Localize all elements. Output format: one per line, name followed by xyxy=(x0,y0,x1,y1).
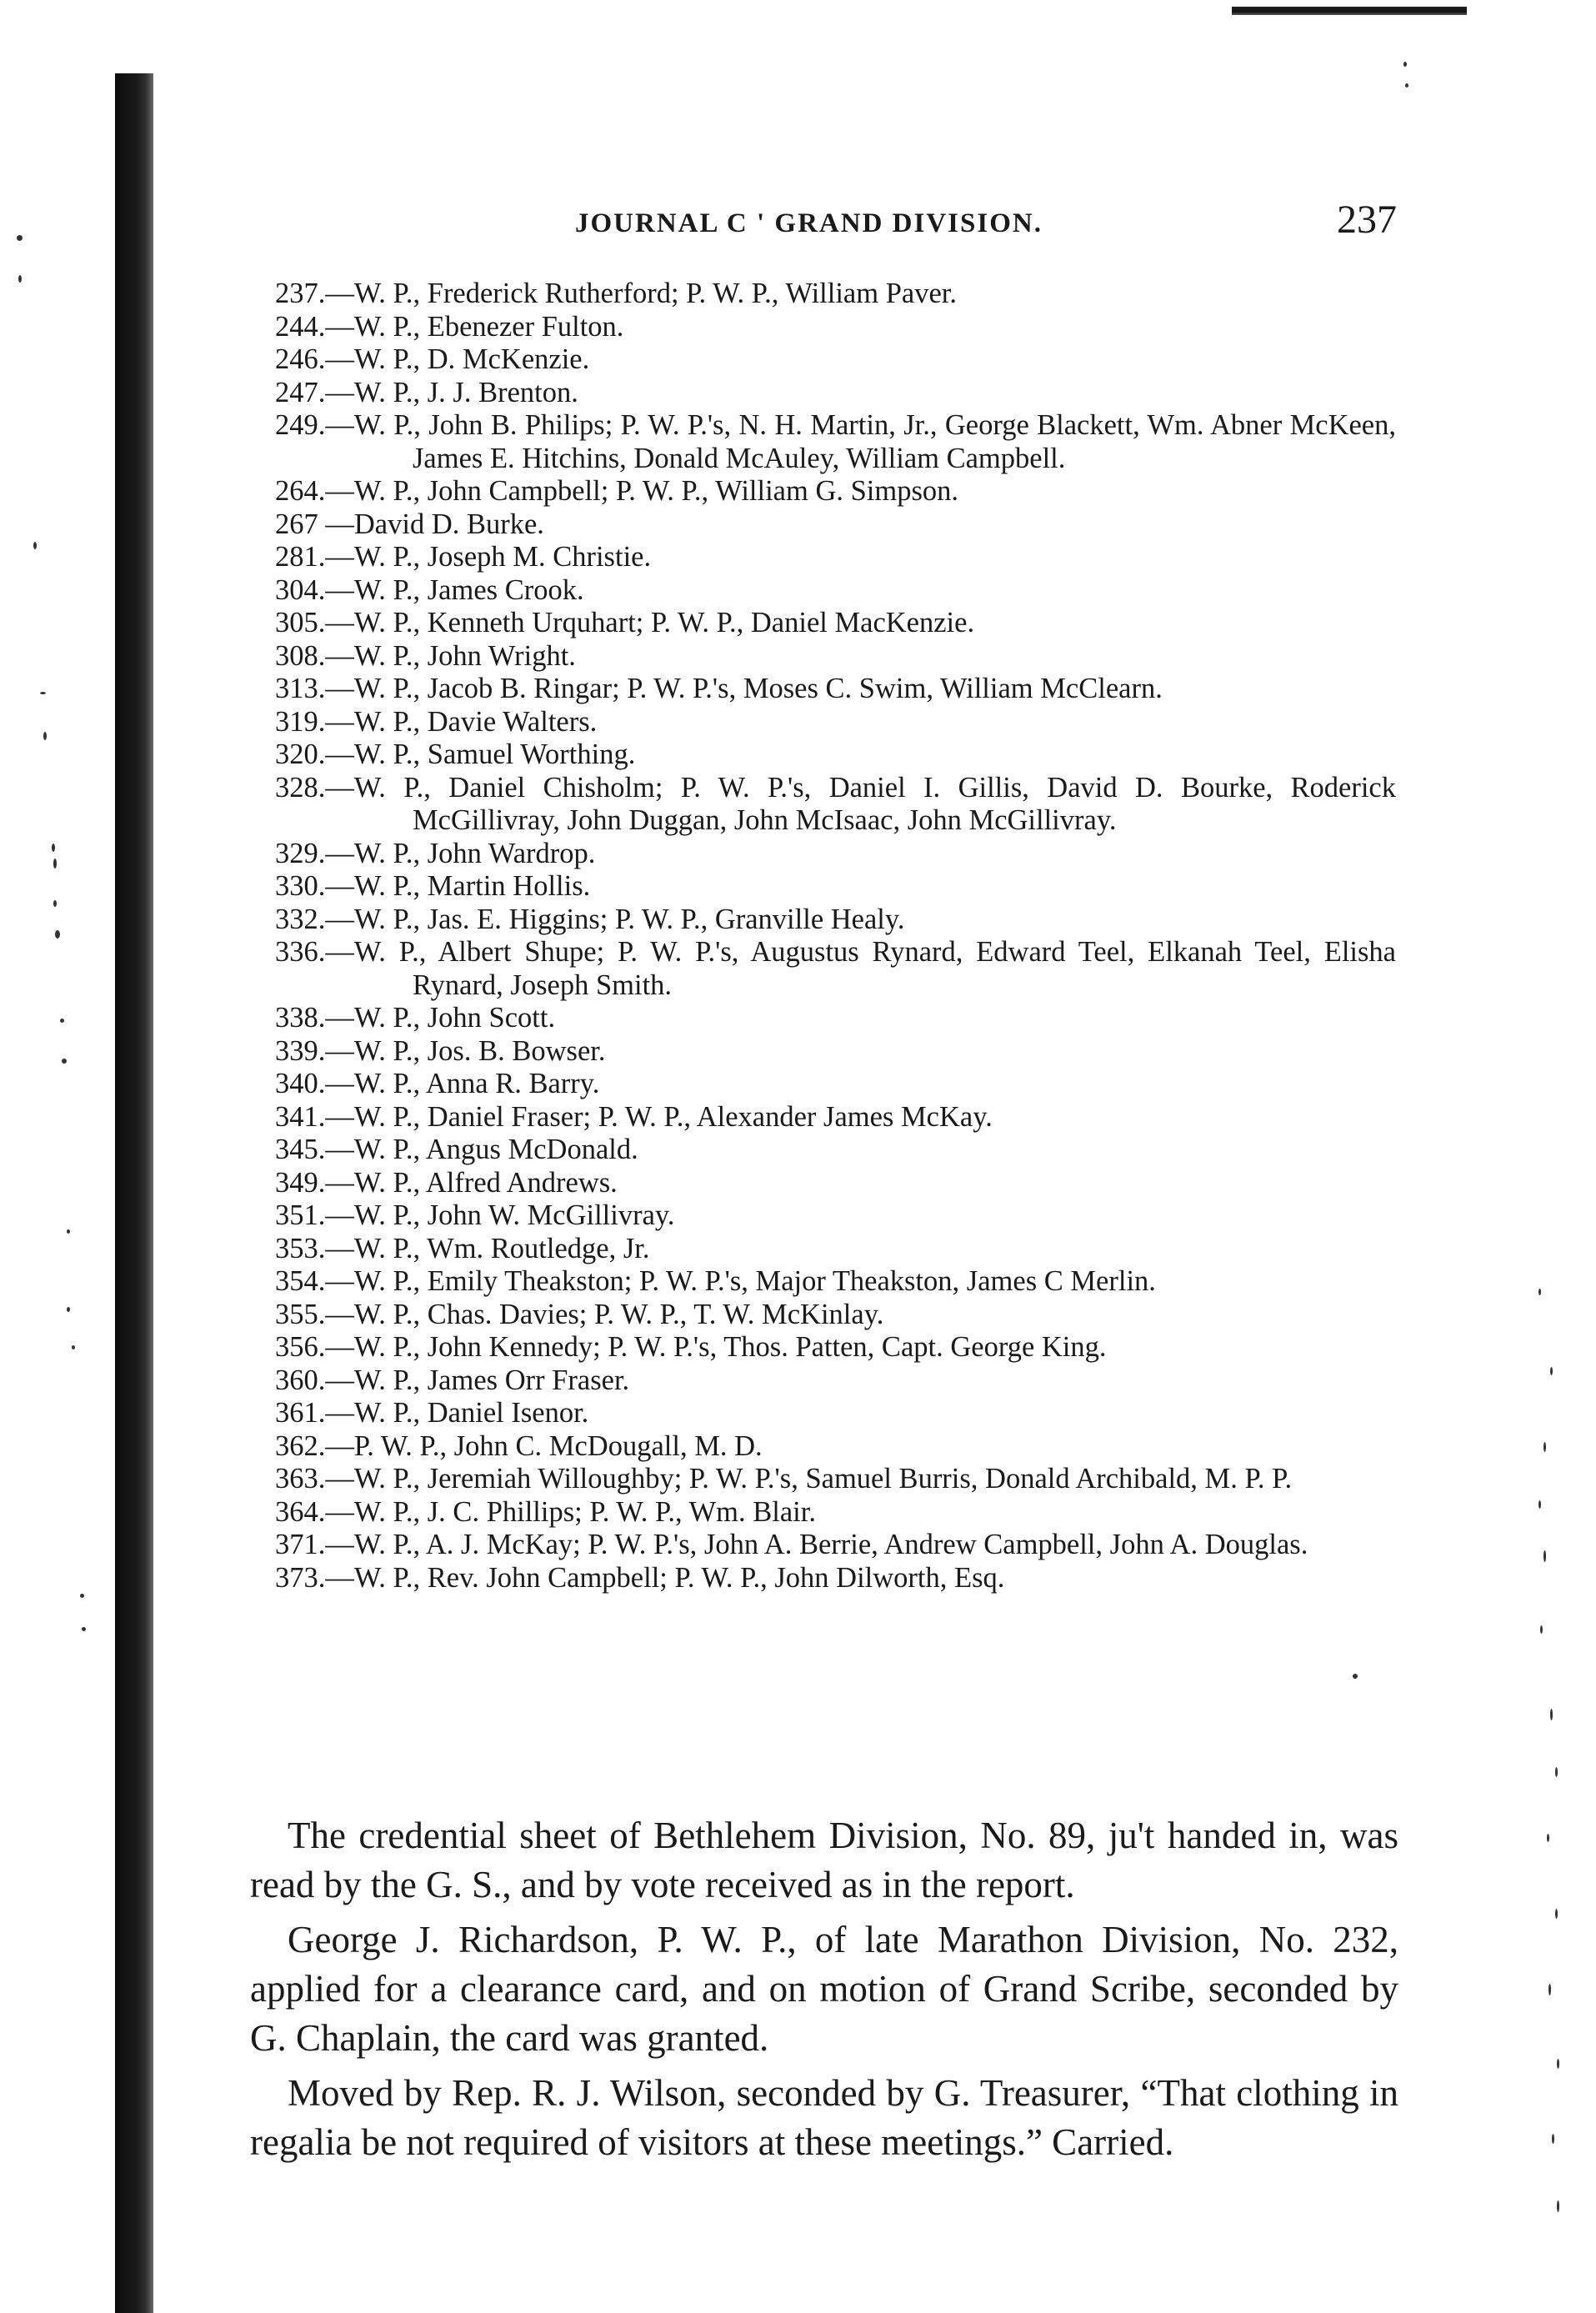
list-item: 371.—W. P., A. J. McKay; P. W. P.'s, John A. Berrie, Andrew Campbell, John A. Douglas. xyxy=(275,1529,1308,1560)
list-item: 281.—W. P., Joseph M. Christie. xyxy=(275,541,652,573)
margin-speck xyxy=(1538,1289,1541,1295)
margin-speck xyxy=(1543,1550,1546,1562)
margin-speck xyxy=(33,542,37,549)
list-item: 362.—P. W. P., John C. McDougall, M. D. xyxy=(275,1429,763,1462)
list-item: 319.—W. P., Davie Walters. xyxy=(275,705,598,738)
margin-speck xyxy=(67,1229,70,1234)
margin-speck xyxy=(53,859,57,869)
margin-speck xyxy=(82,1627,86,1631)
list-item: 320.—W. P., Samuel Worthing. xyxy=(275,738,636,770)
list-item: 313.—W. P., Jacob B. Ringar; P. W. P.'s, Moses C. Swim, William McClearn. xyxy=(275,673,1163,704)
list-item: 355.—W. P., Chas. Davies; P. W. P., T. W. McKinlay. xyxy=(275,1298,884,1330)
margin-speck xyxy=(72,1345,75,1349)
list-item: 332.—W. P., Jas. E. Higgins; P. W. P., Granville Healy. xyxy=(275,903,905,935)
margin-speck xyxy=(1538,1500,1541,1509)
list-item: 330.—W. P., Martin Hollis. xyxy=(275,870,591,902)
list-item: 305.—W. P., Kenneth Urquhart; P. W. P., Daniel MacKenzie. xyxy=(275,607,975,638)
body-text xyxy=(250,1811,1398,2173)
margin-speck xyxy=(1403,62,1407,67)
list-item: 353.—W. P., Wm. Routledge, Jr. xyxy=(275,1232,650,1264)
binding-shadow xyxy=(115,73,153,2313)
margin-speck xyxy=(62,1059,67,1064)
margin-speck xyxy=(1548,1984,1551,1995)
list-item: 237.—W. P., Frederick Rutherford; P. W. P., William Paver. xyxy=(275,278,957,309)
list-item: 373.—W. P., Rev. John Campbell; P. W. P., John Dilworth, Esq. xyxy=(275,1561,1005,1594)
list-item: 363.—W. P., Jeremiah Willoughby; P. W. P.'s, Samuel Burris, Donald Archibald, M. P. P. xyxy=(275,1463,1293,1494)
list-item: 249.—W. P., John B. Philips; P. W. P.'s, N. H. Martin, Jr., George Blackett, Wm. Abner McKeen, James E. Hitchins, Donald McAuley, William Campbell. xyxy=(275,409,1396,474)
margin-speck xyxy=(1552,2134,1554,2144)
margin-speck xyxy=(1555,1909,1558,1919)
margin-speck xyxy=(43,732,47,740)
list-item: 364.—W. P., J. C. Phillips; P. W. P., Wm. Blair. xyxy=(275,1495,816,1528)
division-list xyxy=(275,278,1396,1595)
margin-speck xyxy=(1557,2059,1559,2069)
list-item: 267 —David D. Burke. xyxy=(275,508,544,540)
list-item: 340.—W. P., Anna R. Barry. xyxy=(275,1068,600,1099)
list-item: 308.—W. P., John Wright. xyxy=(275,639,576,672)
margin-speck xyxy=(1555,1767,1558,1777)
paragraph-regalia-motion: Moved by Rep. R. J. Wilson, seconded by G. Treasurer, “That clothing in regalia be not required of visitors at these meetings.” Carried. xyxy=(250,2072,1398,2163)
margin-speck xyxy=(1550,1367,1553,1375)
margin-speck xyxy=(18,275,22,283)
margin-speck xyxy=(1540,1625,1543,1634)
list-item: 328.—W. P., Daniel Chisholm; P. W. P.'s, Daniel I. Gillis, David D. Bourke, Roderick McGillivray, John Duggan, John McIsaac, John McGillivray. xyxy=(275,771,1396,836)
paragraph-credential-sheet: The credential sheet of Bethlehem Division, No. 89, ju't handed in, was read by the G. S., and by vote received as in the report. xyxy=(250,1815,1398,1905)
list-item: 336.—W. P., Albert Shupe; P. W. P.'s, Augustus Rynard, Edward Teel, Elkanah Teel, Elisha Rynard, Joseph Smith. xyxy=(275,936,1396,1001)
list-item: 246.—W. P., D. McKenzie. xyxy=(275,343,590,375)
list-item: 361.—W. P., Daniel Isenor. xyxy=(275,1397,589,1429)
margin-speck xyxy=(67,1307,70,1312)
list-item: 341.—W. P., Daniel Fraser; P. W. P., Alexander James McKay. xyxy=(275,1100,993,1133)
page-number: 237 xyxy=(1337,198,1397,242)
margin-speck xyxy=(60,1019,64,1023)
list-item: 304.—W. P., James Crook. xyxy=(275,573,584,606)
list-item: 338.—W. P., John Scott. xyxy=(275,1002,556,1034)
margin-speck xyxy=(40,692,46,694)
margin-speck xyxy=(53,900,57,907)
margin-speck xyxy=(1557,2200,1559,2212)
list-item: 360.—W. P., James Orr Fraser. xyxy=(275,1364,630,1396)
list-item: 329.—W. P., John Wardrop. xyxy=(275,837,596,869)
list-item: 339.—W. P., Jos. B. Bowser. xyxy=(275,1034,606,1067)
margin-speck xyxy=(1550,1709,1553,1720)
margin-speck xyxy=(1547,1834,1549,1842)
margin-speck xyxy=(55,930,60,939)
list-item: 264.—W. P., John Campbell; P. W. P., William G. Simpson. xyxy=(275,475,959,507)
list-item: 244.—W. P., Ebenezer Fulton. xyxy=(275,310,624,343)
margin-speck xyxy=(17,235,23,241)
paragraph-clearance-card: George J. Richardson, P. W. P., of late Marathon Division, No. 232, applied for a clearance card, and on motion of Grand Scribe, seconded by G. Chaplain, the card was granted. xyxy=(250,1919,1398,2059)
text-speck xyxy=(1353,1674,1358,1679)
list-item: 345.—W. P., Angus McDonald. xyxy=(275,1134,638,1165)
list-item: 349.—W. P., Alfred Andrews. xyxy=(275,1166,618,1199)
margin-speck xyxy=(1405,83,1408,88)
list-item: 354.—W. P., Emily Theakston; P. W. P.'s, Major Theakston, James C Merlin. xyxy=(275,1265,1156,1297)
margin-speck xyxy=(80,1594,84,1598)
list-item: 356.—W. P., John Kennedy; P. W. P.'s, Thos. Patten, Capt. George King. xyxy=(275,1331,1107,1363)
top-scan-rule xyxy=(1232,7,1467,15)
margin-speck xyxy=(1543,1442,1546,1452)
list-item: 351.—W. P., John W. McGillivray. xyxy=(275,1199,675,1231)
margin-speck xyxy=(52,844,55,852)
list-item: 247.—W. P., J. J. Brenton. xyxy=(275,376,578,408)
running-head: JOURNAL C ' GRAND DIVISION. xyxy=(575,208,1043,238)
